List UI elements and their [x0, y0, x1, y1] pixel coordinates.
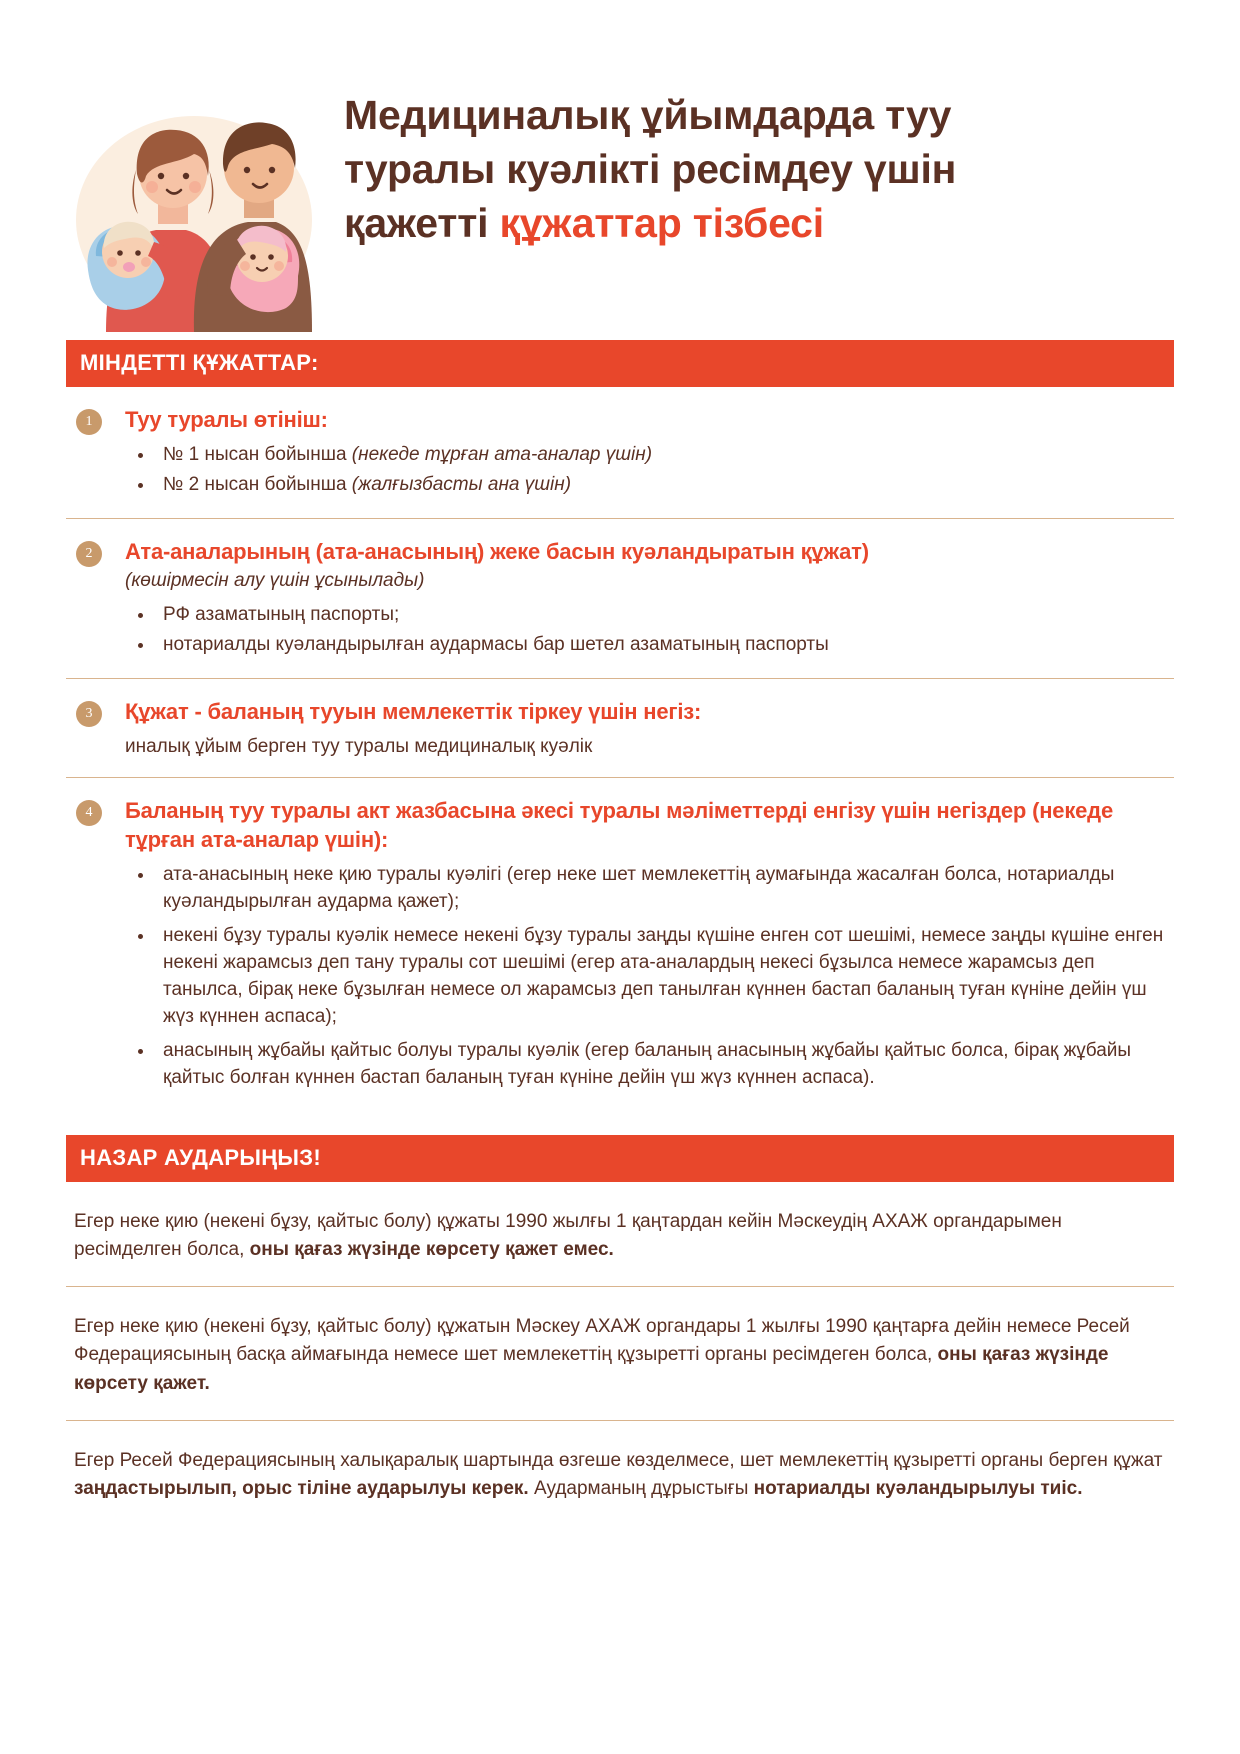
item-number-badge: 1	[76, 409, 102, 435]
bullet-item	[125, 472, 1174, 499]
bullet-text: № 2 нысан бойынша	[163, 474, 352, 496]
bullet-item	[125, 442, 1174, 469]
item-body	[125, 697, 1174, 761]
bullet-item	[125, 1038, 1174, 1092]
item-title: Құжат - баланың тууын мемлекеттік тіркеу үшін негіз:	[125, 699, 702, 725]
note-text-2: Аударманың дұрыстығы	[528, 1477, 754, 1499]
page-title-line-3-plain: қажетті	[344, 200, 500, 247]
bullet-text: РФ азаматының паспорты;	[163, 604, 400, 626]
note-bold: оны қағаз жүзінде көрсету қажет.	[74, 1344, 1109, 1394]
item-body	[125, 796, 1174, 1099]
note-paragraph	[66, 1421, 1174, 1525]
bullet-text: анасының жұбайы қайтыс болуы туралы куәлік (егер баланың анасының жұбайы қайтыс болса, бірақ жұбайы қайтыс болған күннен бастап баланың туған күніне дейін үш жүз күннен аспаса).	[163, 1040, 1132, 1089]
note-text: Егер неке қию (некені бұзу, қайтыс болу) құжаты 1990 жылғы 1 қаңтардан кейін Мәскеудің АХАЖ органдарымен ресімделген болса,	[74, 1211, 1062, 1261]
family-illustration	[66, 70, 316, 332]
bullet-text: ата-анасының неке қию туралы куәлігі (егер неке шет мемлекеттің аумағында жасалған болса, нотариалды куәландырылған аударма қажет);	[163, 864, 1115, 913]
item-body	[125, 405, 1174, 502]
bullet-text: № 1 нысан бойынша	[163, 444, 352, 466]
page-title-line-1: Медициналық ұйымдарда туу	[344, 92, 952, 138]
list-item	[66, 387, 1174, 519]
list-item	[66, 679, 1174, 778]
item-title: Ата-аналарының (ата-анасының) жеке басын куәландыратын құжат)	[125, 539, 869, 565]
item-title: Баланың туу туралы акт жазбасына әкесі туралы мәліметтерді енгізу үшін негіздер (некеде тұрған ата-аналар үшін):	[125, 797, 1113, 853]
item-bullets	[125, 442, 1174, 499]
page-title-line-3-accent: құжаттар тізбесі	[499, 200, 824, 247]
item-bullets	[125, 862, 1174, 1092]
bullet-item	[125, 632, 1174, 659]
list-item	[66, 778, 1174, 1109]
note-bold: заңдастырылып, орыс тіліне аударылуы керек.	[74, 1477, 529, 1499]
item-note: (көшірмесін алу үшін ұсынылады)	[125, 570, 425, 592]
item-description: иналық ұйым берген туу туралы медициналық куәлік	[125, 736, 593, 758]
item-body	[125, 537, 1174, 662]
item-bullets	[125, 602, 1174, 659]
attention-notes	[0, 1182, 1240, 1525]
bullet-text: нотариалды куәландырылған аудармасы бар шетел азаматының паспорты	[163, 634, 829, 656]
poster-header	[0, 0, 1240, 340]
note-text: Егер Ресей Федерациясының халықаралық шартында өзгеше көзделмесе, шет мемлекеттің құзыретті органы берген құжат	[74, 1449, 1163, 1471]
banner-required-documents: МІНДЕТТІ ҚҰЖАТТАР:	[66, 340, 1174, 387]
bullet-item	[125, 923, 1174, 1031]
item-number-badge: 4	[76, 800, 102, 826]
note-text: Егер неке қию (некені бұзу, қайтыс болу) құжатын Мәскеу АХАЖ органдары 1 жылғы 1990 қаңтарға дейін немесе Ресей Федерациясының басқа аймағында немесе шет мемлекеттің құзыретті органы ресімдеген болса,	[74, 1316, 1130, 1366]
bullet-note: (жалғызбасты ана үшін)	[351, 474, 572, 496]
bullet-item	[125, 862, 1174, 916]
bullet-text: некені бұзу туралы куәлік немесе некені бұзу туралы заңды күшіне енген сот шешімі, немесе заңды күшіне енген некені жарамсыз деп тану туралы сот шешімі (егер ата-аналардың некесі бұзылса немесе жарамсыз деп танылса, бірақ неке бұзылған немесе ол жарамсыз деп танылған күннен бастап баланың туған күніне дейін үш жүз күннен аспаса);	[163, 925, 1164, 1028]
note-paragraph	[66, 1287, 1174, 1420]
banner-attention: НАЗАР АУДАРЫҢЫЗ!	[66, 1135, 1174, 1182]
note-bold: оны қағаз жүзінде көрсету қажет емес.	[249, 1239, 614, 1261]
item-number-badge: 2	[76, 541, 102, 567]
item-title: Туу туралы өтініш:	[125, 407, 328, 432]
documents-list	[0, 387, 1240, 1109]
list-item	[66, 519, 1174, 679]
page-title	[344, 62, 956, 250]
bullet-item	[125, 602, 1174, 629]
item-number-badge: 3	[76, 701, 102, 727]
note-paragraph	[66, 1182, 1174, 1287]
bullet-note: (некеде тұрған ата-аналар үшін)	[351, 444, 653, 466]
page-title-line-2: туралы куәлікті ресімдеу үшін	[344, 146, 957, 193]
note-bold-2: нотариалды куәландырылуы тиіс.	[753, 1477, 1083, 1499]
